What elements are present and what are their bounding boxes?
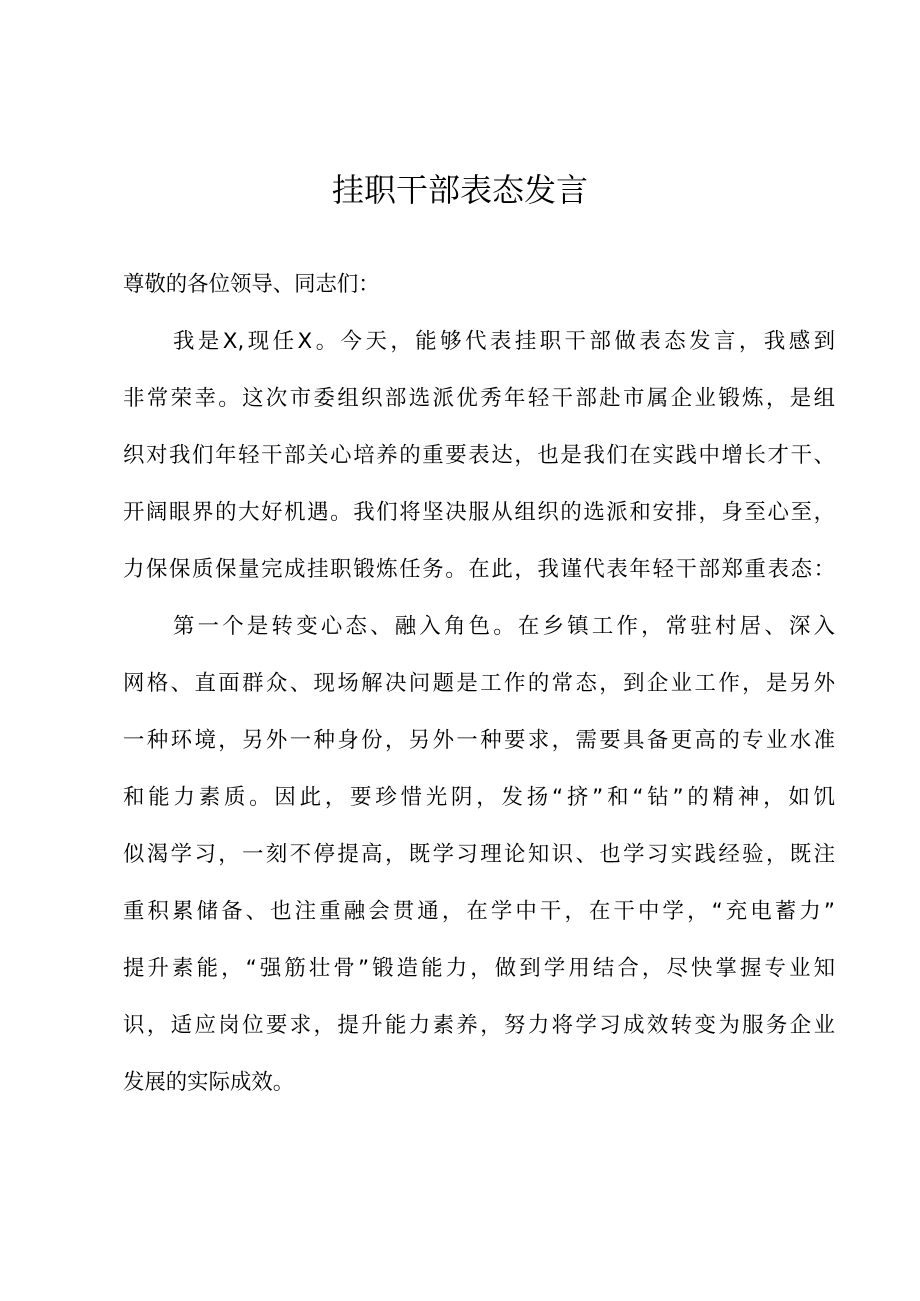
paragraph-line: 和能力素质。因此，要珍惜光阴，发扬“挤”和“钻”的精神，如饥	[123, 785, 835, 810]
paragraph-line: 开阔眼界的大好机遇。我们将坚决服从组织的选派和安排，身至心至，	[123, 500, 835, 525]
paragraph-2	[123, 598, 835, 1111]
paragraph-line: 织对我们年轻干部关心培养的重要表达，也是我们在实践中增长才干、	[123, 443, 835, 468]
paragraph-line: 重积累储备、也注重融会贯通，在学中干，在干中学，“充电蓄力”	[123, 899, 835, 924]
document-title: 挂职干部表态发言	[331, 171, 588, 209]
paragraph-line: 提升素能，“强筋壮骨”锻造能力，做到学用结合，尽快掌握专业知	[123, 956, 835, 981]
paragraph-line: 似渴学习，一刻不停提高，既学习理论知识、也学习实践经验，既注	[123, 842, 835, 867]
paragraph-line: 非常荣幸。这次市委组织部选派优秀年轻干部赴市属企业锻炼，是组	[123, 386, 835, 411]
paragraph-line: 网格、直面群众、现场解决问题是工作的常态，到企业工作，是另外	[123, 671, 835, 696]
paragraph-line: 我是X,现任X。今天，能够代表挂职干部做表态发言，我感到	[173, 329, 835, 354]
salutation: 尊敬的各位领导、同志们：	[123, 272, 380, 297]
document-body	[123, 256, 835, 1111]
paragraph-line: 识，适应岗位要求，提升能力素养，努力将学习成效转变为服务企业	[123, 1013, 835, 1038]
paragraph-line: 一种环境，另外一种身份，另外一种要求，需要具备更高的专业水准	[123, 728, 835, 753]
paragraph-1	[123, 313, 835, 598]
paragraph-line: 发展的实际成效。	[123, 1070, 295, 1095]
paragraph-line: 力保保质保量完成挂职锻炼任务。在此，我谨代表年轻干部郑重表态：	[123, 557, 835, 582]
paragraph-line: 第一个是转变心态、融入角色。在乡镇工作，常驻村居、深入	[173, 614, 835, 639]
